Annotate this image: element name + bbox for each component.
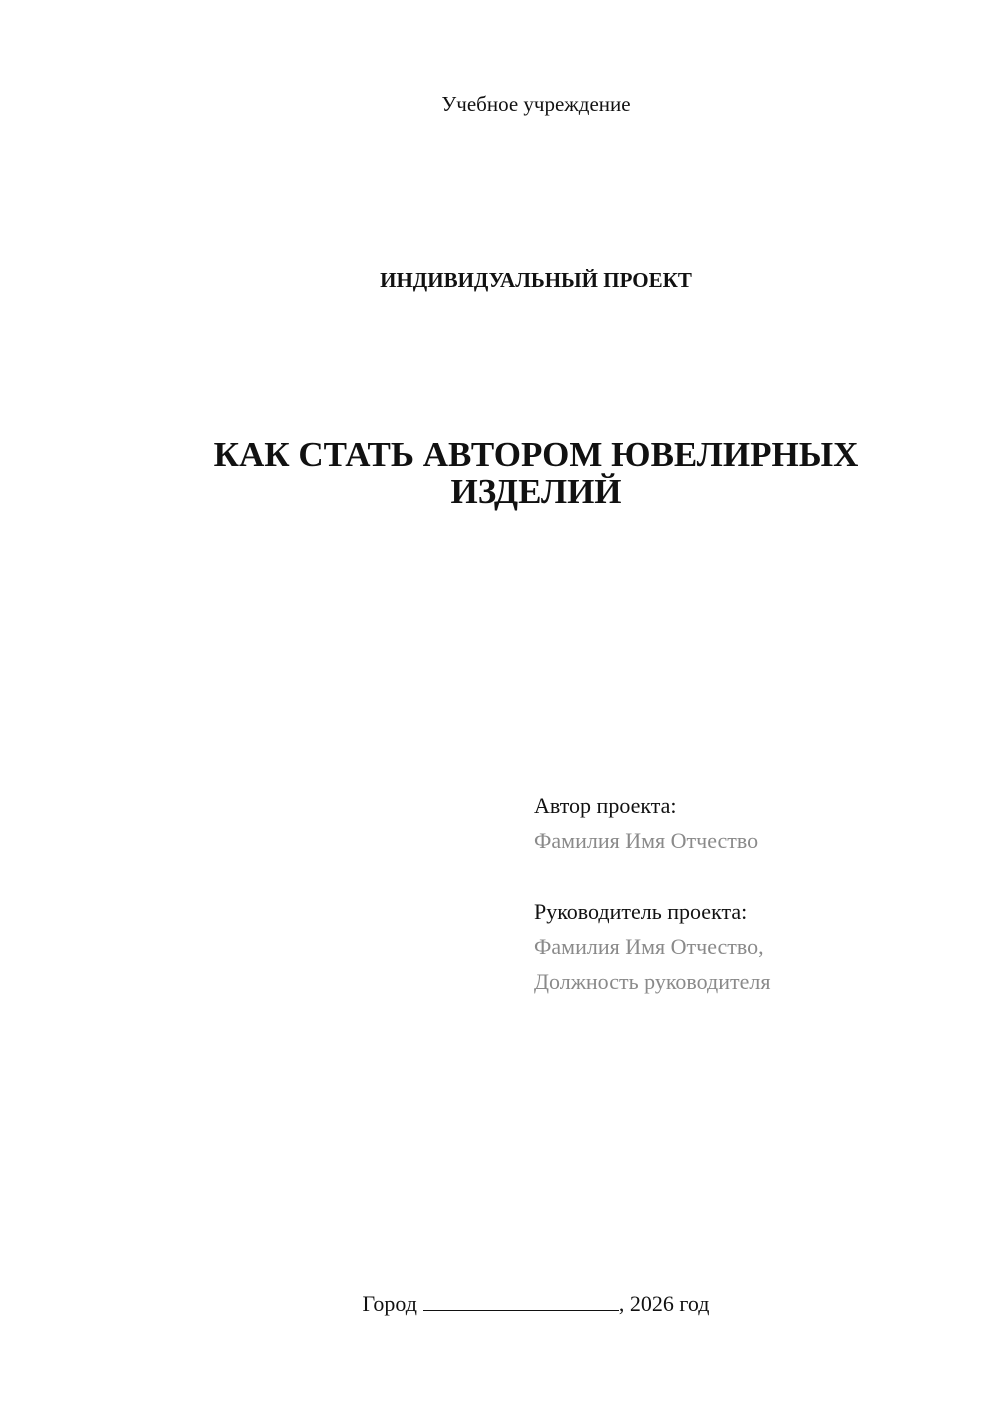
author-label: Автор проекта: (534, 793, 677, 818)
supervisor-position: Должность руководителя (534, 969, 771, 994)
city-blank-line (423, 1290, 619, 1311)
author-name: Фамилия Имя Отчество (534, 828, 759, 853)
supervisor-name: Фамилия Имя Отчество, (534, 934, 764, 959)
project-title-line-1: КАК СТАТЬ АВТОРОМ ЮВЕЛИРНЫХ (213, 435, 859, 474)
document-type: ИНДИВИДУАЛЬНЫЙ ПРОЕКТ (380, 268, 692, 292)
credits-spacer (534, 858, 770, 894)
project-title (0, 436, 1000, 510)
credits-block (534, 788, 770, 999)
supervisor-label: Руководитель проекта: (534, 899, 748, 924)
year-text: , 2026 год (618, 1291, 710, 1316)
city-label: Город (362, 1291, 417, 1316)
project-title-line-2: ИЗДЕЛИЙ (450, 472, 622, 511)
institution-name: Учебное учреждение (441, 92, 631, 116)
footer-city-year (0, 1290, 1000, 1317)
